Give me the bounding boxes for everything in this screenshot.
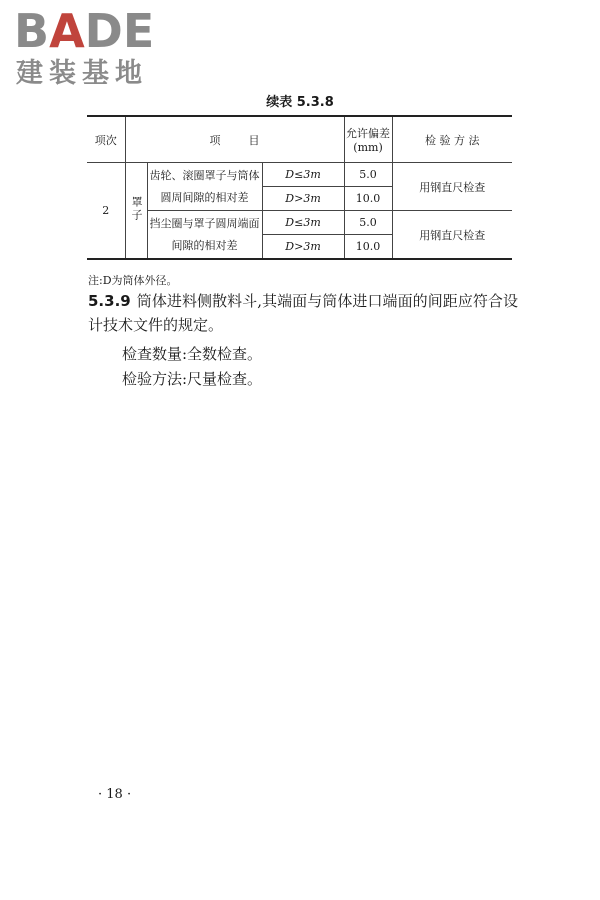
header-item: 项 目 (125, 116, 344, 163)
table-title: 续表 5.3.8 (266, 95, 334, 110)
section-number: 5.3.9 (88, 292, 131, 310)
row-value: 10.0 (344, 235, 392, 260)
row-condition: D>3m (262, 187, 344, 211)
row-condition: D>3m (262, 235, 344, 260)
tolerance-table (87, 115, 512, 260)
item-number: 2 (87, 163, 125, 260)
section-text: 筒体进料侧散料斗,其端面与筒体进口端面的间距应符合设计技术文件的规定。 (88, 292, 518, 334)
row-method: 用钢直尺检查 (392, 163, 512, 211)
row-method: 用钢直尺检查 (392, 211, 512, 260)
row-condition: D≤3m (262, 211, 344, 235)
inspection-quantity: 检查数量:全数检查。 (122, 345, 263, 363)
table-header-row (87, 116, 512, 163)
header-tolerance (344, 116, 392, 163)
watermark-logo (14, 6, 184, 92)
row-value: 5.0 (344, 211, 392, 235)
row-description: 挡尘圈与罩子圆周端面间隙的相对差 (147, 211, 262, 260)
row-condition: D≤3m (262, 163, 344, 187)
page-number: · 18 · (98, 787, 132, 802)
inspection-method: 检验方法:尺量检查。 (122, 370, 263, 388)
logo-word: BADE (14, 4, 155, 58)
table-row (87, 211, 512, 235)
row-description: 齿轮、滚圈罩子与筒体圆周间隙的相对差 (147, 163, 262, 211)
header-tolerance-unit: (mm) (353, 141, 383, 154)
header-method: 检 验 方 法 (392, 116, 512, 163)
item-group-label: 罩子 (130, 196, 143, 222)
table-note: 注:D为筒体外径。 (88, 274, 178, 287)
section-paragraph (88, 289, 518, 337)
header-item-no: 项次 (87, 116, 125, 163)
row-value: 10.0 (344, 187, 392, 211)
header-tolerance-label: 允许偏差 (346, 127, 391, 140)
item-group-name (125, 163, 147, 260)
table-row (87, 163, 512, 187)
row-value: 5.0 (344, 163, 392, 187)
logo-subtitle: 建装基地 (16, 58, 148, 89)
